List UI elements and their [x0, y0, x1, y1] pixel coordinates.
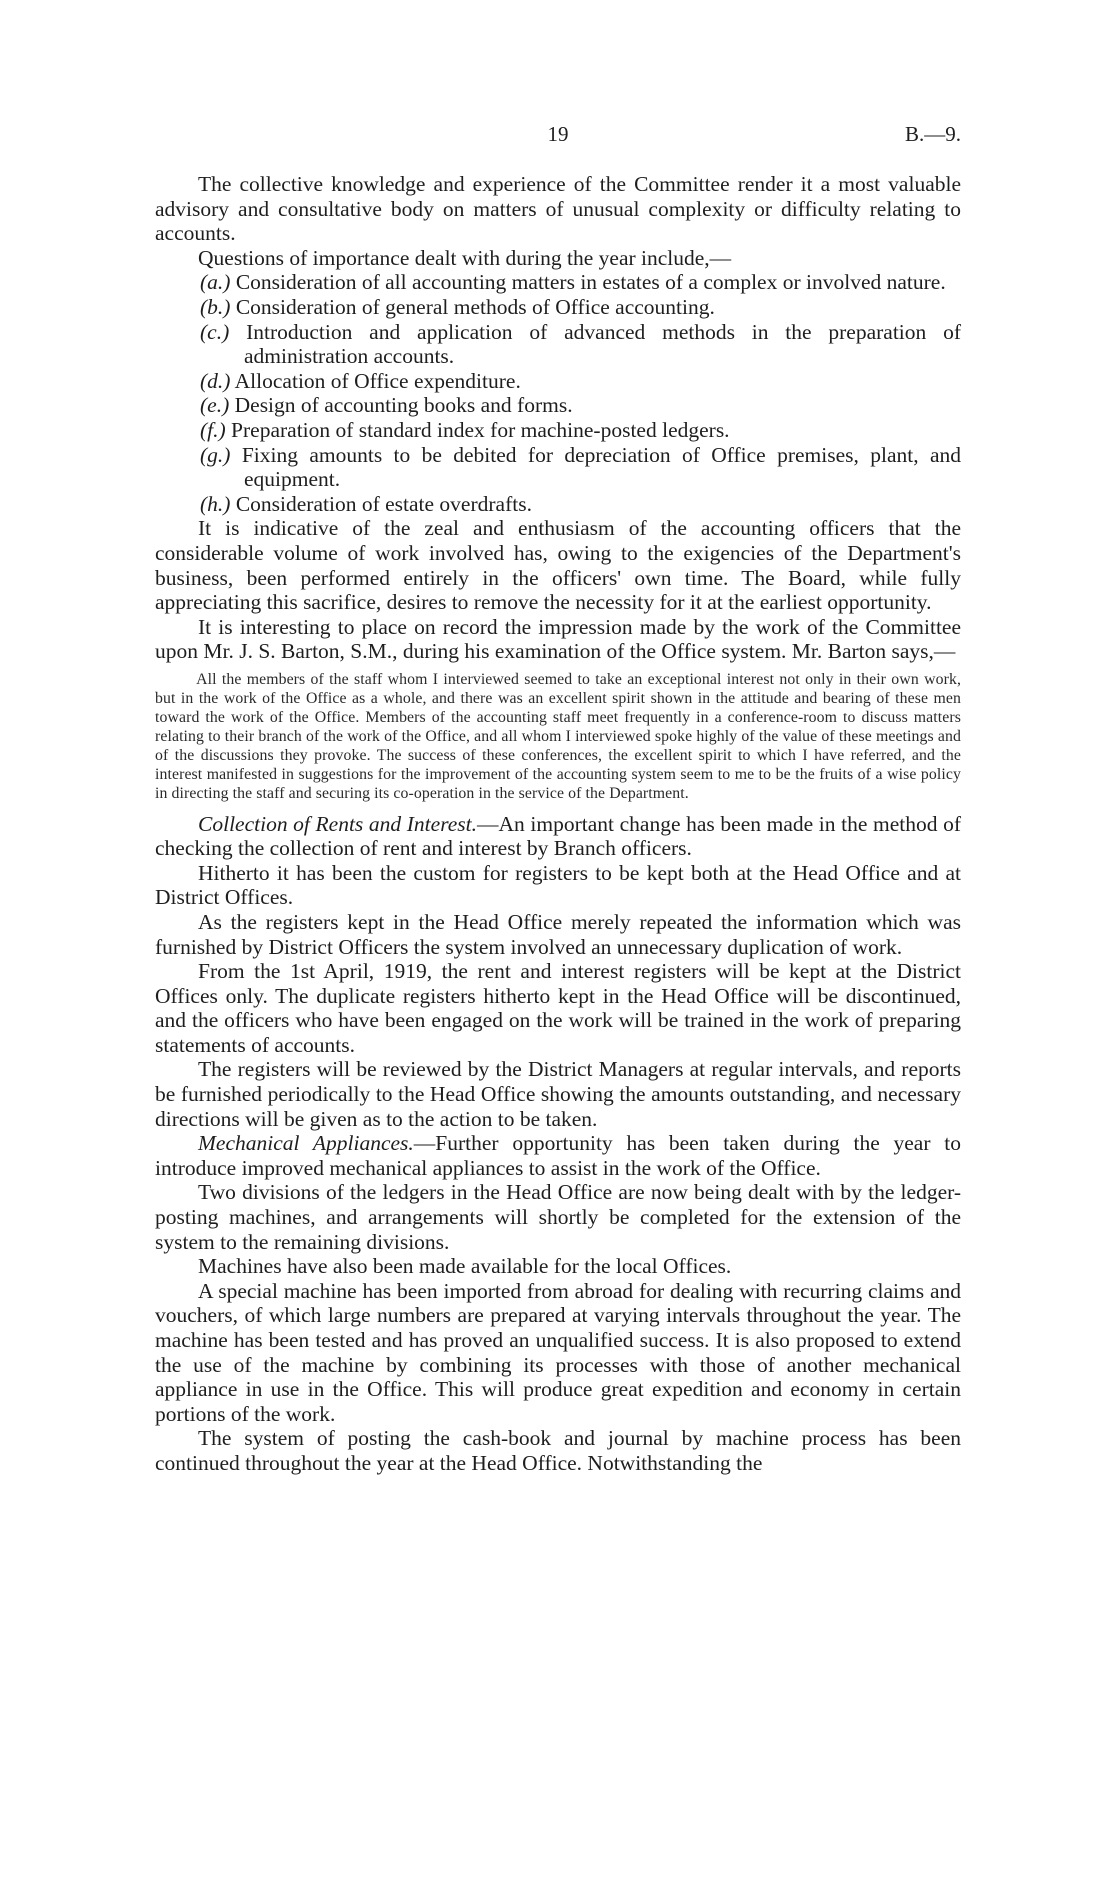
list-item-text: Design of accounting books and forms.: [234, 393, 573, 418]
paragraph-mechanical-appliances: [155, 1131, 961, 1180]
list-item: [155, 418, 961, 443]
list-marker: (c.): [200, 319, 230, 344]
list-item: [155, 295, 961, 320]
paragraph-collection-rents: [155, 812, 961, 861]
paragraph-registers-reviewed: The registers will be reviewed by the District Managers at regular intervals, and reports be furnished periodically to the Head Office showing the amounts outstanding, and necessary directions will be given as to the action to be taken.: [155, 1057, 961, 1131]
questions-list: [155, 270, 961, 516]
list-item-text: Allocation of Office expenditure.: [234, 368, 521, 393]
section-heading-collection: Collection of Rents and Interest.: [198, 811, 478, 836]
list-marker: (d.): [200, 368, 231, 393]
list-marker: (a.): [200, 270, 231, 295]
quote-text: All the members of the staff whom I interviewed seemed to take an exceptional interest not only in their own work, but in the work of the Office as a whole, and there was an excellent spirit shown in the attitude and bearing of these men toward the work of the Office. Members of the accounting staff meet frequently in a conference-room to discuss matters relating to their branch of the work of the Office, and all whom I interviewed spoke highly of the value of these meetings and of the discussions they provoke. The success of these conferences, the excellent spirit to which I have referred, and the interest manifested in suggestions for the improvement of the accounting system seem to me to be the fruits of a wise policy in directing the staff and securing its co-operation in the service of the Department.: [155, 670, 961, 803]
paragraph-questions-intro: Questions of importance dealt with during the year include,—: [198, 245, 732, 270]
paragraph-special-machine: A special machine has been imported from abroad for dealing with recurring claims and vouchers, of which large numbers are prepared at varying intervals throughout the year. The machine has been tested and has proved an unqualified success. It is also proposed to extend the use of the machine by combining its processes with those of another mechanical appliance in use in the Office. This will produce great expedition and economy in certain portions of the work.: [155, 1278, 961, 1426]
paragraph-registers-duplication: As the registers kept in the Head Office merely repeated the information which was furnished by District Officers the system involved an unnecessary duplication of work.: [155, 909, 961, 959]
paragraph-local-offices: Machines have also been made available for the local Offices.: [198, 1254, 732, 1279]
list-marker: (g.): [200, 442, 231, 467]
list-marker: (e.): [200, 393, 230, 418]
paragraph-ledger-divisions: Two divisions of the ledgers in the Head Office are now being dealt with by the ledger-posting machines, and arrangements will shortly be completed for the extension of the system to the remaining divisions.: [155, 1180, 961, 1254]
list-item: [155, 492, 961, 517]
list-item: [155, 320, 961, 369]
list-marker: (h.): [200, 491, 231, 516]
paragraph-cash-book: The system of posting the cash-book and journal by machine process has been continued throughout the year at the Head Office. Notwithstanding the: [155, 1426, 961, 1475]
paragraph-barton-impression: It is interesting to place on record the impression made by the work of the Committee upon Mr. J. S. Barton, S.M., during his examination of the Office system. Mr. Barton says,—: [155, 614, 961, 664]
document-reference: B.—9.: [904, 122, 961, 146]
section-heading-mechanical: Mechanical Appliances.: [198, 1131, 414, 1156]
paragraph-committee-knowledge: The collective knowledge and experience of the Committee render it a most valuable advisory and consultative body on matters of unusual complexity or difficulty relating to accounts.: [155, 172, 961, 246]
paragraph-zeal-enthusiasm: It is indicative of the zeal and enthusiasm of the accounting officers that the considerable volume of work involved has, owing to the exigencies of the Department's business, been performed entirely in the officers' own time. The Board, while fully appreciating this sacrifice, desires to remove the necessity for it at the earliest opportunity.: [155, 516, 961, 615]
paragraph-april-1919: From the 1st April, 1919, the rent and interest registers will be kept at the District Offices only. The duplicate registers hitherto kept in the Head Office will be discontinued, and the officers who have been engaged on the work will be trained in the work of preparing statements of accounts.: [155, 959, 961, 1057]
list-item-text: Consideration of general methods of Office accounting.: [235, 294, 715, 319]
list-item: [155, 443, 961, 492]
body-text: [155, 172, 961, 1476]
list-item-text: Introduction and application of advanced methods in the preparation of administration accounts.: [244, 319, 962, 369]
list-marker: (f.): [200, 417, 226, 442]
barton-quote: [155, 670, 961, 804]
list-item-text: Preparation of standard index for machine-posted ledgers.: [231, 417, 730, 442]
list-marker: (b.): [200, 294, 231, 319]
list-item: [155, 270, 961, 295]
list-item: [155, 393, 961, 418]
list-item-text: Fixing amounts to be debited for depreciation of Office premises, plant, and equipment.: [241, 442, 961, 492]
paragraph-hitherto: Hitherto it has been the custom for registers to be kept both at the Head Office and at District Offices.: [155, 860, 961, 910]
list-item: [155, 369, 961, 394]
page-number: 19: [547, 122, 569, 146]
list-item-text: Consideration of estate overdrafts.: [235, 491, 532, 516]
paragraph-mechanical-text: —Further opportunity has been taken during the year to introduce improved mechanical appliances to assist in the work of the Office.: [155, 1131, 961, 1180]
page-header: [155, 122, 961, 152]
list-item-text: Consideration of all accounting matters in estates of a complex or involved nature.: [235, 270, 946, 295]
paragraph-collection-text: —An important change has been made in the method of checking the collection of rent and interest by Branch officers.: [155, 811, 962, 861]
